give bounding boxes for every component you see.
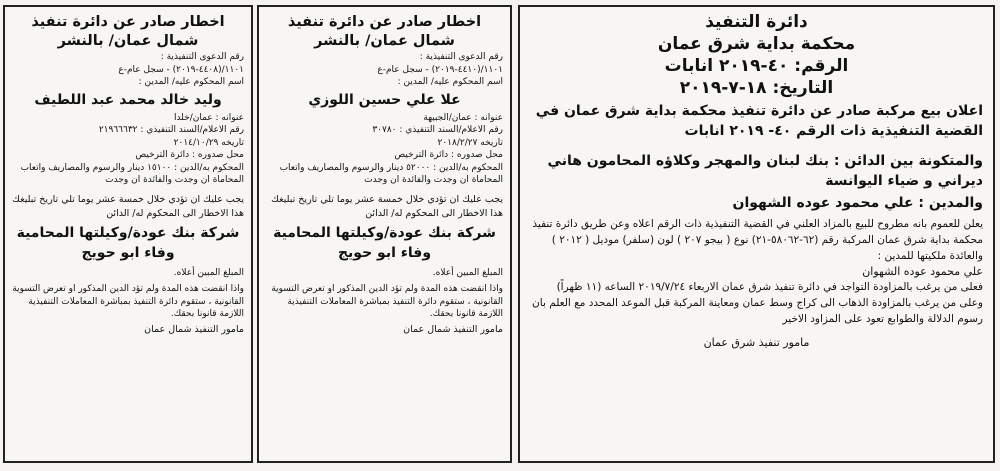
judgment-amount: المحكوم به/الدين : ٥٢٠٠٠ دينار والرسوم والمصاريف واتعاب المحاماة ان وجدت والفائدة ان وجدت	[279, 162, 503, 185]
officer-signature: مامور التنفيذ شمال عمان	[144, 323, 244, 335]
sale-announcement	[518, 5, 995, 463]
officer-signature: مامور تنفيذ شرق عمان	[703, 335, 810, 349]
creditor-bank: شركة بنك عودة/وكيلتها المحامية وفاء ابو حويج	[16, 224, 240, 261]
notice-title: اخطار صادر عن دائرة تنفيذ شمال عمان/ بالنشر	[31, 14, 225, 49]
case-label: رقم الدعوى التنفيذية :	[419, 52, 503, 62]
announcement-heading: اعلان بيع مركبة صادر عن دائرة تنفيذ محكمة بداية شرق عمان في القضية التنفيذية ذات الرقم ٤٠- ٢٠١٩ انابات	[535, 103, 983, 139]
closing-text: واذا انقضت هذه المدة ولم تؤد الدين المذكور او تعرض التسوية القانونية ، ستقوم دائرة التنفيذ بمباشرة المعاملات التنفيذية اللازمة قانونا بحقك.	[271, 284, 503, 319]
creditor-parties: والمتكونة بين الدائن : بنك لبنان والمهجر وكلاؤه المحامون هاني ديراني و ضياء اليوانسة	[547, 153, 983, 189]
debtor-label: اسم المحكوم عليه/ المدين :	[397, 77, 503, 87]
case-number: ١١٠١/(٤٤٠٨-٢٠١٩) - سجل عام-ع	[118, 64, 244, 75]
debtor-name: علا علي حسين اللوزي	[308, 91, 461, 108]
document-number: رقم الاعلام/السند التنفيذي : ٣٠٧٨٠	[372, 125, 503, 135]
officer-signature: مامور التنفيذ شمال عمان	[403, 323, 503, 335]
issuer: محل صدوره : دائرة الترخيص	[394, 150, 503, 160]
vehicle-owner: علي محمود عوده الشهوان	[862, 265, 983, 279]
debtor-label: اسم المحكوم عليه/ المدين :	[138, 77, 244, 87]
issuer: محل صدوره : دائرة الترخيص	[135, 150, 244, 160]
document-date: تاريخه ٢٠١٨/٢/٢٧	[437, 137, 503, 148]
notice-middle	[257, 5, 512, 463]
announcement-date: التاريخ: ١٨-٧-٢٠١٩	[679, 78, 834, 98]
payment-warning: يجب عليك ان تؤدي خلال خمسة عشر يوما تلي تاريخ تبليغك هذا الاخطار الى المحكوم له/ الدائن	[271, 193, 503, 219]
closing-text: واذا انقضت هذه المدة ولم تؤد الدين المذكور او تعرض التسوية القانونية ، ستقوم دائرة التنفيذ بمباشرة المعاملات التنفيذية اللازمة قانونا بحقك.	[12, 284, 244, 319]
case-label: رقم الدعوى التنفيذية :	[160, 52, 244, 62]
debtor-name: وليد خالد محمد عبد اللطيف	[34, 91, 222, 108]
sale-details: يعلن للعموم بانه مطروح للبيع بالمزاد العلني في القضية التنفيذية ذات الرقم اعلاه وعن طريق دائرة تنفيذ محكمة بداية شرق عمان المركبة رقم (٦٢-٥٨٠٦٢-٢١) نوع ( بيجو ٢٠٧ ) لون (سلفر) موديل ( ٢٠١٢ ) والعائدة ملكيتها للمدين :	[532, 218, 983, 262]
case-number: ١١٠١/(٤٤١٠-٢٠١٩) - سجل عام-ع	[377, 64, 503, 75]
amount-reference: المبلغ المبين أعلاه.	[173, 267, 244, 278]
judgment-amount: المحكوم به/الدين : ١٥١٠٠ دينار والرسوم والمصاريف واتعاب المحاماة ان وجدت والفائدة ان وجدت	[20, 162, 244, 185]
payment-warning: يجب عليك ان تؤدي خلال خمسة عشر يوما تلي تاريخ تبليغك هذا الاخطار الى المحكوم له/ الدائن	[12, 193, 244, 219]
creditor-bank: شركة بنك عودة/وكيلتها المحامية وفاء ابو حويج	[273, 224, 496, 261]
department-title: دائرة التنفيذ	[705, 12, 808, 32]
court-name: محكمة بداية شرق عمان	[657, 34, 856, 54]
amount-reference: المبلغ المبين أعلاه.	[432, 267, 503, 278]
document-number: رقم الاعلام/السند التنفيذي : ٢١٩٦٦٦٣٢	[98, 125, 244, 135]
debtor-address: عنوانه : عمان/خلدا	[173, 112, 244, 123]
case-number: الرقم: ٤٠-٢٠١٩ انابات	[664, 56, 849, 76]
debtor-party: والمدين : علي محمود عوده الشهوان	[732, 195, 983, 211]
notice-title: اخطار صادر عن دائرة تنفيذ شمال عمان/ بالنشر	[287, 14, 482, 49]
announcement-body	[530, 217, 983, 328]
document-date: تاريخه ٢٠١٤/١٠/٢٩	[173, 137, 244, 148]
debtor-address: عنوانه : عمان/الجبيهة	[423, 112, 503, 123]
notice-left	[3, 5, 253, 463]
auction-instructions: فعلى من يرغب بالمزاودة التواجد في دائرة تنفيذ شرق عمان الاربعاء ٢٠١٩/٧/٢٤ الساعه (١١ ظهراً) وعلى من يرغب بالمزاودة الذهاب الى كراج وسط عمان ومعاينة المركبة قبل الموعد المحدد مع العلم بان رسوم الدلالة والطوابع تعود على المزاود الاخير	[532, 281, 983, 325]
